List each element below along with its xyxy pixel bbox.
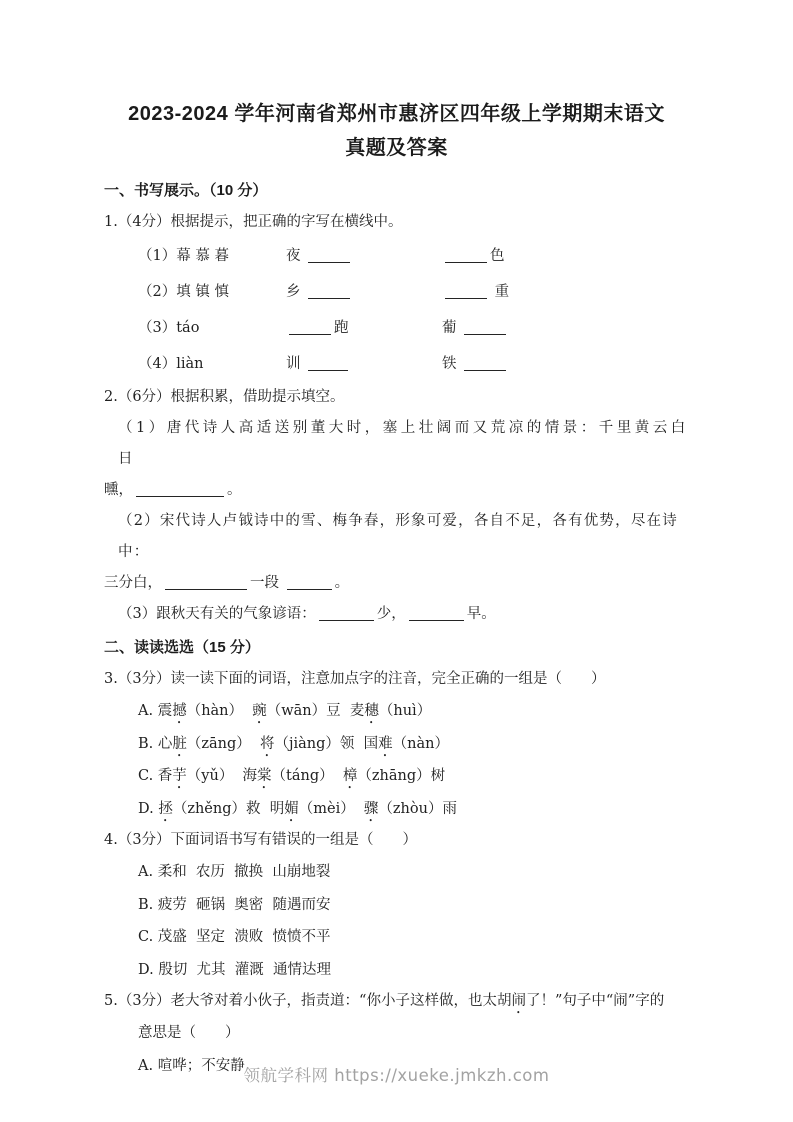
text-part: （zhòu）雨: [378, 800, 457, 817]
q2-item-2-line-1: （2）宋代诗人卢钺诗中的雪、梅争春，形象可爱，各自不足，各有优势，尽在诗中：: [118, 513, 678, 560]
blank-underline: [464, 355, 506, 371]
text-part: （wān）豆 麦: [266, 703, 365, 719]
q1-row-4: [104, 346, 689, 382]
blank-underline: [136, 481, 224, 497]
q3-option-d: [104, 793, 689, 826]
text-part: 乡: [286, 284, 306, 300]
text-part: A. 震: [138, 703, 173, 719]
text-part: 色: [490, 248, 505, 264]
q3-option-b: [104, 728, 689, 761]
q1-row-2-right: [442, 274, 689, 310]
text-part: 铁: [442, 356, 462, 372]
blank-underline: [409, 605, 464, 621]
q2-stem: 2.（6分）根据积累，借助提示填空。: [104, 389, 345, 405]
text-part: 了！”句子中“闹”字的: [525, 993, 665, 1009]
text-part: （hàn）: [186, 703, 253, 719]
emphasized-char: 难: [378, 735, 393, 752]
q2-item-2-line-2: [104, 568, 689, 599]
text-part: C. 香: [138, 768, 173, 784]
text-part: B. 心: [138, 735, 173, 752]
blank-underline: [289, 319, 331, 335]
emphasized-char: 将: [260, 735, 275, 752]
text-part: 少，: [376, 606, 406, 622]
blank-underline: [445, 247, 487, 263]
q3-option-a: [104, 695, 689, 728]
q2-item-1-line-2: [104, 475, 689, 506]
q1-row-1-mid: [286, 238, 442, 274]
exam-title: [104, 97, 689, 165]
text-part: 训: [286, 356, 306, 372]
text-part: （táng）: [271, 768, 343, 784]
text-part: （zhāng）树: [357, 768, 446, 784]
blank-underline: [445, 283, 487, 299]
text-part: （3）跟秋天有关的气象谚语：: [118, 606, 316, 622]
title-line-2: 真题及答案: [345, 137, 448, 159]
emphasized-char: 芋: [172, 768, 187, 784]
text-part: （jiàng）领 国: [274, 735, 379, 752]
q2-item-1-line-1: （1）唐代诗人高适送别董大时，塞上壮阔而又荒凉的情景：千里黄云白日: [118, 420, 689, 467]
text-part: （zāng）: [186, 735, 260, 752]
q1-row-1-choices: （1）幕 慕 暮: [138, 248, 229, 264]
q1-row-2-choices: （2）填 镇 慎: [138, 284, 229, 300]
footer-watermark: [0, 1062, 793, 1086]
text-part: （nàn）: [392, 735, 449, 752]
q4-option-a: A. 柔和 农历 撤换 山崩地裂: [138, 864, 331, 880]
emphasized-char: 拯: [158, 800, 173, 817]
blank-underline: [308, 247, 350, 263]
text-part: （yǔ） 海: [186, 768, 258, 784]
footer-watermark-text: 领航学科网 https://xueke.jmkzh.com: [243, 1066, 550, 1085]
blank-underline: [165, 574, 247, 590]
q1-row-4-mid: [286, 346, 442, 382]
title-line-1: 2023-2024 学年河南省郑州市惠济区四年级上学期期末语文: [128, 103, 665, 125]
q2-item-3: [104, 599, 689, 630]
text-part: （mèi）: [298, 800, 364, 817]
q1-row-1: [104, 238, 689, 274]
emphasized-char: 媚: [284, 800, 299, 817]
q4-stem: 4.（3分）下面词语书写有错误的一组是（ ）: [104, 832, 418, 848]
q1-row-1-right: [442, 238, 689, 274]
text-part: 早。: [466, 606, 496, 622]
emphasized-char: 豌: [252, 703, 267, 719]
emphasized-char: 棠: [257, 768, 272, 784]
q5-option-a: A. 喧哗；不安静: [138, 1057, 245, 1074]
blank-underline: [308, 283, 350, 299]
blank-underline: [464, 319, 506, 335]
emphasized-char: 脏: [172, 735, 187, 752]
emphasized-char: 樟: [342, 768, 358, 784]
text-part: 。: [227, 482, 242, 498]
text-part: 重: [490, 284, 510, 300]
q1-stem: 1.（4分）根据提示，把正确的字写在横线中。: [104, 214, 403, 230]
q3-stem: 3.（3分）读一读下面的词语，注意加点字的注音，完全正确的一组是（ ）: [104, 671, 606, 687]
q4-option-b: B. 疲劳 砸锅 奥密 随遇而安: [138, 896, 331, 913]
q1-row-2-mid: [286, 274, 442, 310]
q1-row-3-mid: [286, 310, 442, 346]
blank-underline: [287, 574, 332, 590]
q1-row-3-choices: （3）táo: [138, 320, 200, 336]
q1-row-2: [104, 274, 689, 310]
text-part: 三分白，: [104, 575, 162, 591]
q1-row-4-choices: （4）liàn: [138, 356, 204, 372]
text-part: 一段: [250, 575, 284, 591]
q5-stem-line-1: [104, 986, 689, 1017]
emphasized-char: 撼: [172, 703, 187, 719]
text-part: 葡: [442, 320, 462, 336]
q1-row-3-right: [442, 310, 689, 346]
emphasized-char: 穗: [364, 703, 379, 719]
text-part: （huì）: [378, 703, 432, 719]
section-1-heading: 一、书写展示。（10 分）: [104, 182, 268, 199]
text-part: D.: [138, 800, 159, 817]
text-part: 跑: [334, 320, 349, 336]
q3-option-c: [104, 760, 689, 793]
blank-underline: [308, 355, 348, 371]
q4-option-d: D. 殷切 尤其 灌溉 通情达理: [138, 961, 331, 978]
emphasized-char: 骤: [363, 800, 379, 817]
q1-row-3: [104, 310, 689, 346]
text-part: 夜: [286, 248, 306, 264]
text-part: 曛，: [104, 482, 133, 498]
section-2-heading: 二、读读选选（15 分）: [104, 639, 260, 656]
q4-option-c: C. 茂盛 坚定 溃败 愤愤不平: [138, 929, 331, 945]
text-part: （zhěng）救 明: [172, 800, 285, 817]
text-part: 5.（3分）老大爷对着小伙子，指责道：“你小子这样做，也太胡: [104, 993, 512, 1009]
text-part: 。: [334, 575, 350, 591]
q1-row-4-right: [442, 346, 689, 382]
emphasized-char: 闹: [511, 993, 526, 1009]
blank-underline: [319, 605, 374, 621]
q5-stem-line-2: 意思是（ ）: [138, 1025, 240, 1041]
